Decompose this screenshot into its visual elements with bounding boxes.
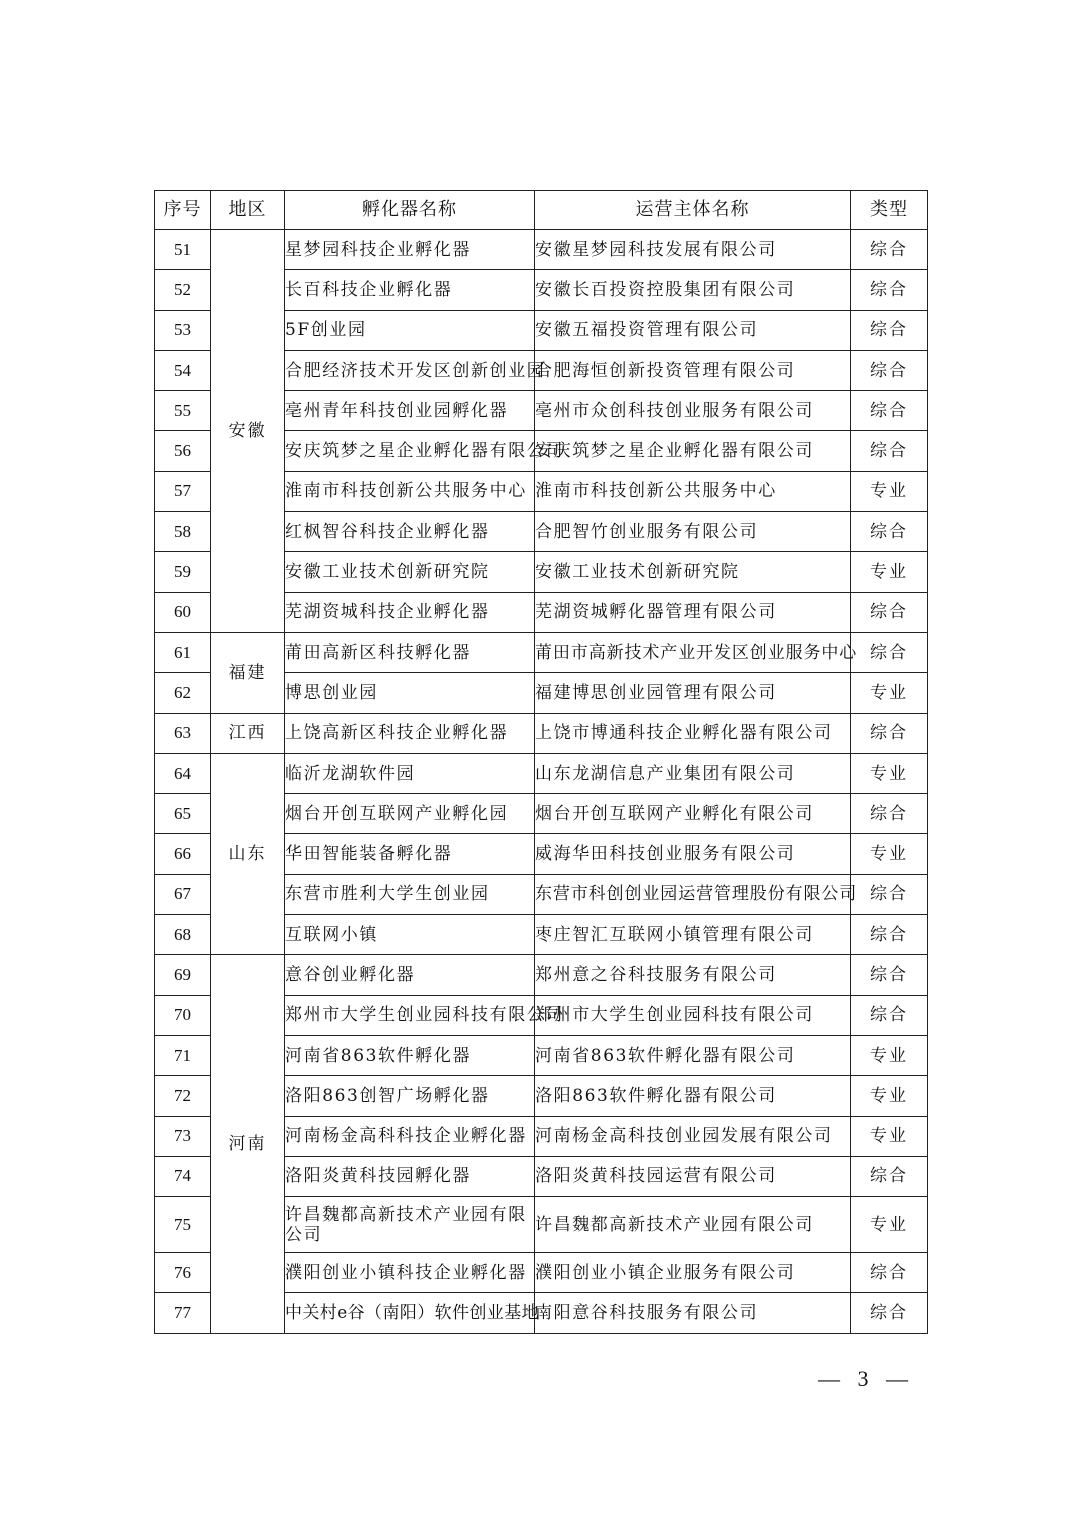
incubator-name: 意谷创业孵化器 [285,955,535,995]
row-number: 62 [155,673,211,713]
operator-name: 河南杨金高科技创业园发展有限公司 [535,1116,851,1156]
incubator-name: 星梦园科技企业孵化器 [285,230,535,270]
operator-name: 洛阳炎黄科技园运营有限公司 [535,1156,851,1196]
row-number: 51 [155,230,211,270]
region-cell: 江西 [211,713,285,753]
table-row [155,632,928,672]
operator-name: 安徽长百投资控股集团有限公司 [535,270,851,310]
incubator-name: 濮阳创业小镇科技企业孵化器 [285,1253,535,1293]
incubator-type: 专业 [851,471,928,511]
operator-name: 洛阳863软件孵化器有限公司 [535,1076,851,1116]
incubator-type: 专业 [851,1116,928,1156]
incubator-type: 专业 [851,1076,928,1116]
row-number: 57 [155,471,211,511]
incubator-type: 专业 [851,673,928,713]
incubator-type: 综合 [851,230,928,270]
operator-name: 淮南市科技创新公共服务中心 [535,471,851,511]
row-number: 56 [155,431,211,471]
operator-name: 山东龙湖信息产业集团有限公司 [535,753,851,793]
row-number: 71 [155,1035,211,1075]
region-cell: 山东 [211,753,285,954]
row-number: 72 [155,1076,211,1116]
operator-name: 郑州市大学生创业园科技有限公司 [535,995,851,1035]
row-number: 74 [155,1156,211,1196]
operator-name: 芜湖资城孵化器管理有限公司 [535,592,851,632]
region-cell: 福建 [211,632,285,713]
operator-name: 合肥智竹创业服务有限公司 [535,512,851,552]
header-incubator-name: 孵化器名称 [285,191,535,230]
incubator-type: 专业 [851,552,928,592]
row-number: 66 [155,834,211,874]
incubator-type: 综合 [851,350,928,390]
incubator-name: 互联网小镇 [285,915,535,955]
incubator-type: 专业 [851,834,928,874]
row-number: 69 [155,955,211,995]
header-type: 类型 [851,191,928,230]
incubator-name: 5F创业园 [285,310,535,350]
row-number: 75 [155,1197,211,1253]
row-number: 77 [155,1293,211,1333]
incubator-type: 专业 [851,1035,928,1075]
operator-name: 河南省863软件孵化器有限公司 [535,1035,851,1075]
header-operator-name: 运营主体名称 [535,191,851,230]
incubator-name: 东营市胜利大学生创业园 [285,874,535,914]
incubator-name: 安庆筑梦之星企业孵化器有限公司 [285,431,535,471]
row-number: 54 [155,350,211,390]
row-number: 58 [155,512,211,552]
incubator-name: 淮南市科技创新公共服务中心 [285,471,535,511]
operator-name: 安徽五福投资管理有限公司 [535,310,851,350]
operator-name: 东营市科创创业园运营管理股份有限公司 [535,874,851,914]
row-number: 61 [155,632,211,672]
incubator-name: 中关村e谷（南阳）软件创业基地 [285,1293,535,1333]
operator-name: 许昌魏都高新技术产业园有限公司 [535,1197,851,1253]
header-number: 序号 [155,191,211,230]
operator-name: 合肥海恒创新投资管理有限公司 [535,350,851,390]
row-number: 52 [155,270,211,310]
incubator-type: 综合 [851,1293,928,1333]
row-number: 68 [155,915,211,955]
incubator-type: 综合 [851,270,928,310]
incubator-name: 博思创业园 [285,673,535,713]
operator-name: 烟台开创互联网产业孵化有限公司 [535,794,851,834]
incubator-name: 上饶高新区科技企业孵化器 [285,713,535,753]
incubator-type: 综合 [851,713,928,753]
operator-name: 安徽工业技术创新研究院 [535,552,851,592]
row-number: 76 [155,1253,211,1293]
row-number: 59 [155,552,211,592]
incubator-name: 郑州市大学生创业园科技有限公司 [285,995,535,1035]
incubator-type: 综合 [851,874,928,914]
row-number: 67 [155,874,211,914]
incubator-name: 临沂龙湖软件园 [285,753,535,793]
operator-name: 郑州意之谷科技服务有限公司 [535,955,851,995]
incubator-type: 综合 [851,310,928,350]
incubator-type: 专业 [851,753,928,793]
row-number: 70 [155,995,211,1035]
incubator-name: 河南杨金高科科技企业孵化器 [285,1116,535,1156]
incubator-type: 综合 [851,794,928,834]
table-row [155,753,928,793]
incubator-name: 莆田高新区科技孵化器 [285,632,535,672]
operator-name: 安徽星梦园科技发展有限公司 [535,230,851,270]
row-number: 55 [155,391,211,431]
incubator-type: 综合 [851,632,928,672]
incubator-name: 烟台开创互联网产业孵化园 [285,794,535,834]
incubator-type: 综合 [851,995,928,1035]
operator-name: 亳州市众创科技创业服务有限公司 [535,391,851,431]
region-cell: 河南 [211,955,285,1333]
table-row [155,230,928,270]
table-row [155,713,928,753]
incubator-type: 综合 [851,1253,928,1293]
incubator-type: 综合 [851,391,928,431]
operator-name: 濮阳创业小镇企业服务有限公司 [535,1253,851,1293]
operator-name: 南阳意谷科技服务有限公司 [535,1293,851,1333]
incubator-name: 长百科技企业孵化器 [285,270,535,310]
incubator-type: 综合 [851,431,928,471]
operator-name: 上饶市博通科技企业孵化器有限公司 [535,713,851,753]
incubator-type: 综合 [851,512,928,552]
operator-name: 枣庄智汇互联网小镇管理有限公司 [535,915,851,955]
incubator-name: 亳州青年科技创业园孵化器 [285,391,535,431]
row-number: 65 [155,794,211,834]
incubator-type: 综合 [851,955,928,995]
operator-name: 福建博思创业园管理有限公司 [535,673,851,713]
incubator-name: 洛阳炎黄科技园孵化器 [285,1156,535,1196]
incubator-type: 综合 [851,592,928,632]
table-header-row [155,191,928,230]
row-number: 73 [155,1116,211,1156]
incubator-name: 安徽工业技术创新研究院 [285,552,535,592]
incubator-type: 综合 [851,915,928,955]
incubator-name: 河南省863软件孵化器 [285,1035,535,1075]
region-cell: 安徽 [211,230,285,633]
header-region: 地区 [211,191,285,230]
incubator-name: 芜湖资城科技企业孵化器 [285,592,535,632]
incubator-name: 合肥经济技术开发区创新创业园 [285,350,535,390]
incubator-type: 综合 [851,1156,928,1196]
table-row [155,955,928,995]
operator-name: 威海华田科技创业服务有限公司 [535,834,851,874]
row-number: 60 [155,592,211,632]
incubator-name: 华田智能装备孵化器 [285,834,535,874]
operator-name: 安庆筑梦之星企业孵化器有限公司 [535,431,851,471]
operator-name: 莆田市高新技术产业开发区创业服务中心 [535,632,851,672]
row-number: 53 [155,310,211,350]
row-number: 63 [155,713,211,753]
incubator-type: 专业 [851,1197,928,1253]
page-number: — 3 — [818,1366,914,1391]
row-number: 64 [155,753,211,793]
incubator-name: 红枫智谷科技企业孵化器 [285,512,535,552]
incubator-table [154,190,928,1334]
incubator-name: 许昌魏都高新技术产业园有限公司 [285,1197,535,1253]
incubator-name: 洛阳863创智广场孵化器 [285,1076,535,1116]
